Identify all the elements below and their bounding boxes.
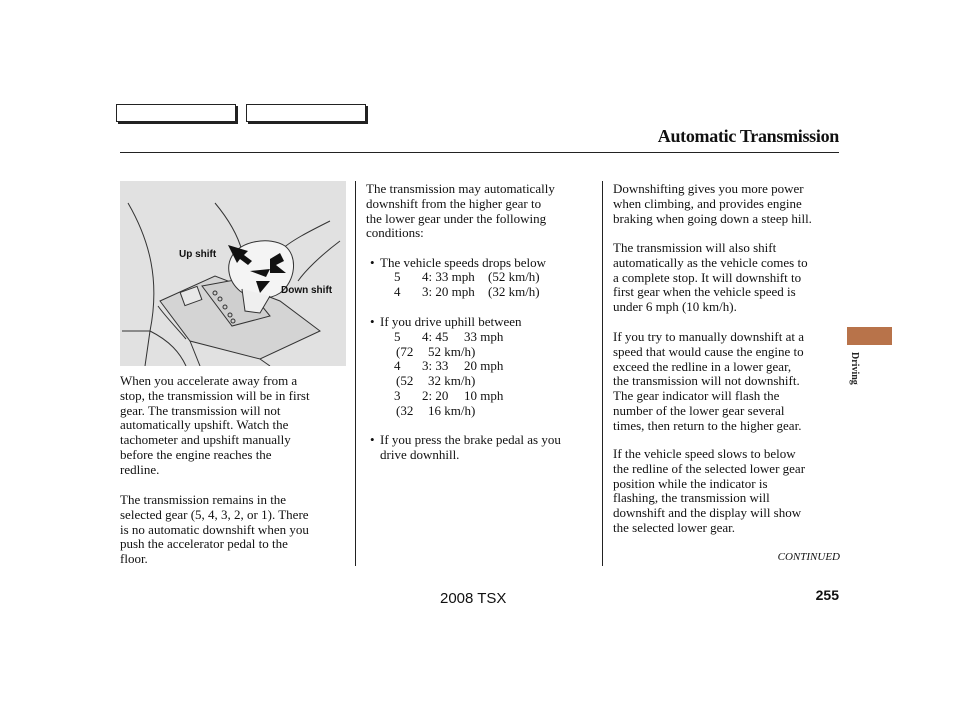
column-divider-2	[602, 181, 603, 566]
shift-lever-illustration	[120, 181, 346, 366]
col2-intro: The transmission may automatically downshift from the higher gear to the lower gear under the following conditions:	[366, 181, 555, 241]
section-tab[interactable]	[847, 327, 892, 345]
title-divider	[120, 152, 839, 153]
bullet-speed-drop: • The vehicle speeds drops below	[370, 255, 547, 270]
uphill-row: 5 4: 45 33 mph	[394, 329, 504, 344]
bullet-brake-downhill: • If you press the brake pedal as you drive downhill.	[370, 432, 561, 462]
uphill-row: (32 16 km/h)	[396, 403, 476, 418]
downshift-label: Down shift	[281, 285, 333, 296]
uphill-row: 4 3: 33 20 mph	[394, 358, 504, 373]
uphill-row: (72 52 km/h)	[396, 344, 476, 359]
footer-model: 2008 TSX	[440, 590, 507, 607]
shift-lever-drawing	[120, 181, 346, 366]
col1-paragraph-1: When you accelerate away from a stop, the transmission will be in first gear. The transmission will not automatically upshift. Watch the tachometer and upshift manually before the engine reaches the redline.	[120, 373, 310, 477]
section-tab-label: Driving	[849, 352, 860, 385]
column-divider-1	[355, 181, 356, 566]
col3-paragraph-1: Downshifting gives you more power when climbing, and provides engine braking when going down a steep hill.	[613, 181, 812, 226]
speed-drop-row: 4 3: 20 mph (32 km/h)	[394, 284, 540, 299]
upshift-label: Up shift	[179, 249, 217, 260]
continued-note: CONTINUED	[777, 551, 840, 563]
nav-tab-next[interactable]	[246, 104, 366, 122]
bullet-uphill: • If you drive uphill between	[370, 314, 522, 329]
col1-paragraph-2: The transmission remains in the selected gear (5, 4, 3, 2, or 1). There is no automatic downshift when you push the accelerator pedal to the floor.	[120, 492, 309, 567]
nav-tab-previous[interactable]	[116, 104, 236, 122]
col3-paragraph-4: If the vehicle speed slows to below the redline of the selected lower gear position while the indicator is flashing, the transmission will downshift and the display will show the selected lower gear.	[613, 446, 806, 535]
col3-paragraph-2: The transmission will also shift automatically as the vehicle comes to a complete stop. It will downshift to first gear when the vehicle speed is under 6 mph (10 km/h).	[613, 240, 808, 315]
uphill-row: 3 2: 20 10 mph	[394, 388, 504, 403]
uphill-row: (52 32 km/h)	[396, 373, 476, 388]
page-title: Automatic Transmission	[657, 126, 839, 146]
col3-paragraph-3: If you try to manually downshift at a speed that would cause the engine to exceed the redline in a lower gear, the transmission will not downshift. The gear indicator will flash the number of the lower gear several times, then return to the higher gear.	[613, 329, 804, 433]
speed-drop-row: 5 4: 33 mph (52 km/h)	[394, 269, 540, 284]
page-number: 255	[815, 587, 839, 603]
